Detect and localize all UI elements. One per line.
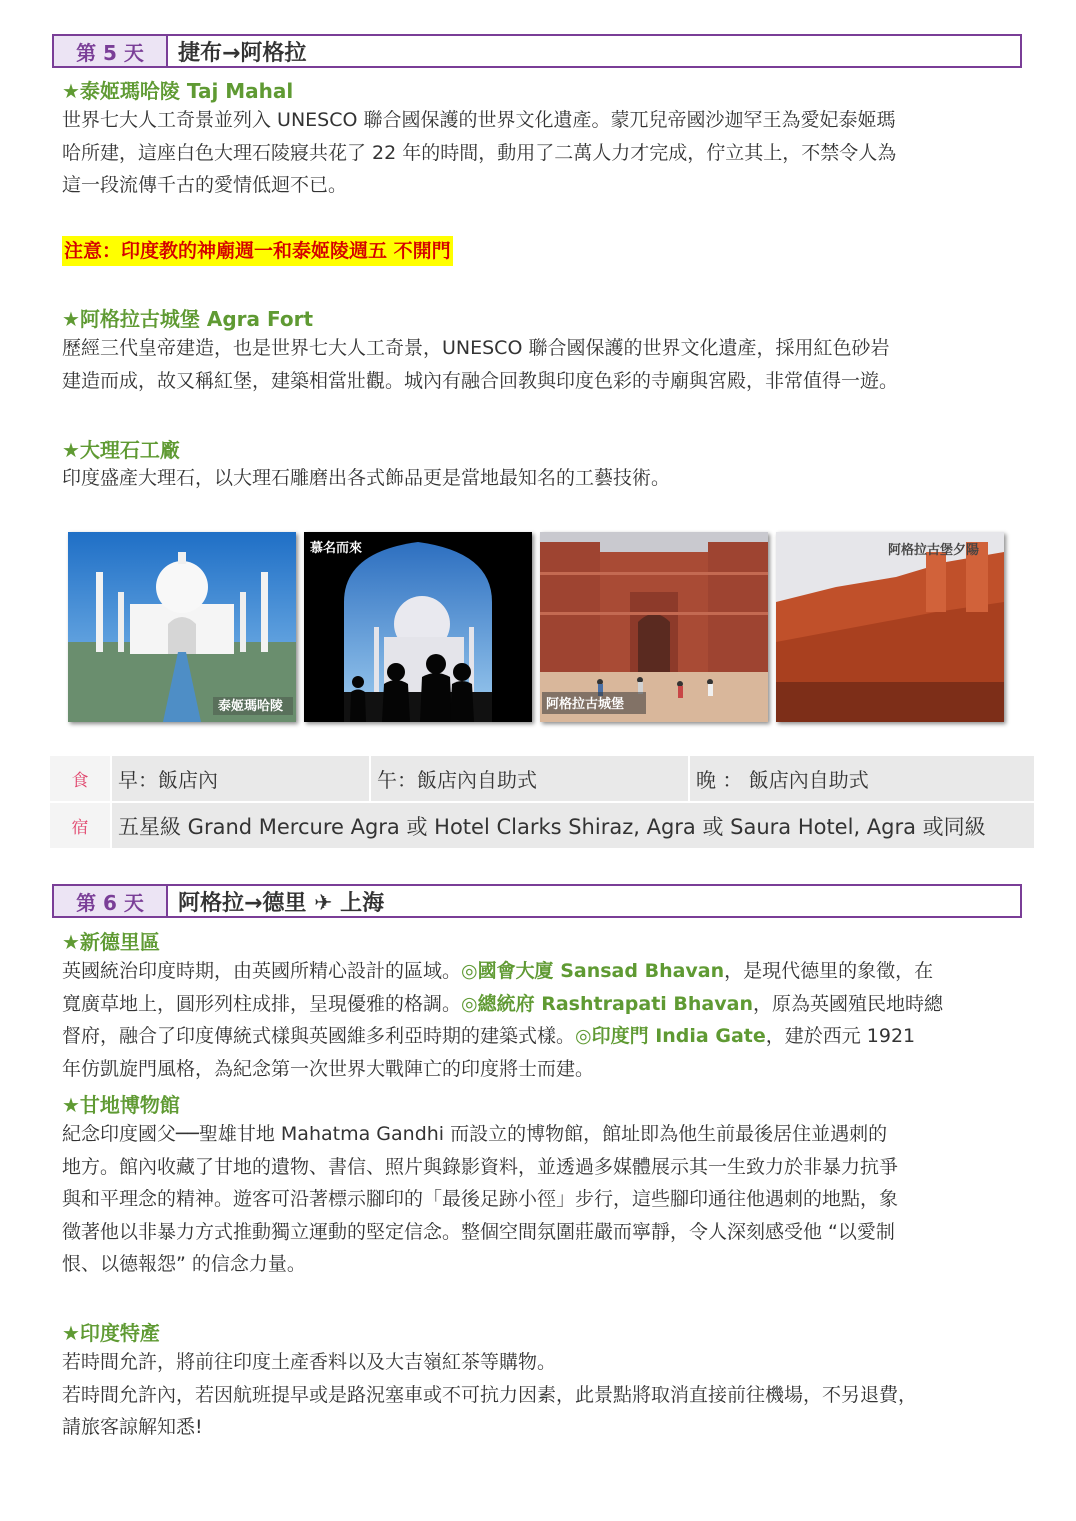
agra-fort-title: ★阿格拉古城堡 Agra Fort	[62, 307, 314, 331]
text-span: ，是現代德里的象徵，在	[724, 960, 934, 982]
text-line	[62, 988, 1012, 1021]
marble-factory-title: ★大理石工廠	[62, 438, 180, 462]
closure-notice: 注意：印度教的神廟週一和泰姬陵週五 不開門	[62, 236, 453, 266]
day5-badge: 第 5 天	[54, 36, 168, 66]
lunch-cell: 午：飯店內自助式	[370, 755, 689, 802]
gandhi-museum-desc	[62, 1118, 1012, 1281]
text-line: 歷經三代皇帝建造，也是世界七大人工奇景，UNESCO 聯合國保護的世界文化遺產，採用紅色砂岩	[62, 337, 890, 359]
text-line: 若時間允許內，若因航班提早或是路況塞車或不可抗力因素，此景點將取消直接前往機場，不另退費，	[62, 1383, 918, 1406]
text-span: ，建於西元 1921	[765, 1025, 916, 1047]
text-line: 印度盛產大理石，以大理石雕磨出各式飾品更是當地最知名的工藝技術。	[62, 467, 671, 489]
new-delhi-desc	[62, 955, 1012, 1085]
photo-caption: 慕名而來	[310, 541, 363, 556]
day5-route: 捷布→阿格拉	[178, 40, 307, 66]
new-delhi-title: ★新德里區	[62, 930, 160, 954]
taj-mahal-photo	[68, 532, 296, 722]
text-line: 恨、以德報怨” 的信念力量。	[62, 1253, 306, 1275]
text-span: ，原為英國殖民地時總	[752, 992, 943, 1015]
text-line	[62, 1020, 1012, 1053]
text-line: 這一段流傳千古的愛情低迴不已。	[62, 174, 348, 196]
text-line: 紀念印度國父──聖雄甘地 Mahatma Gandhi 而設立的博物館，館址即為他生前最後居住並遇刺的	[62, 1123, 888, 1145]
text-line: 世界七大人工奇景並列入 UNESCO 聯合國保護的世界文化遺產。蒙兀兒帝國沙迦罕王為愛妃泰姬瑪	[62, 109, 896, 131]
parliament-highlight: ◎國會大廈 Sansad Bhavan	[461, 960, 725, 982]
text-line	[62, 955, 1012, 988]
photo-strip	[68, 532, 1004, 722]
gandhi-museum-title: ★甘地博物館	[62, 1093, 180, 1117]
stay-row	[49, 802, 1035, 849]
photo-caption: 泰姬瑪哈陵	[218, 699, 284, 714]
text-span: 英國統治印度時期，由英國所精心設計的區域。	[62, 960, 462, 982]
breakfast-cell: 早：飯店內	[111, 755, 370, 802]
photo-caption: 阿格拉古城堡	[546, 697, 625, 712]
text-line: 與和平理念的精神。遊客可沿著標示腳印的「最後足跡小徑」步行，這些腳印通往他遇刺的地點，象	[62, 1188, 899, 1210]
fort-sunset-photo	[776, 532, 1004, 722]
agra-fort-photo	[540, 532, 768, 722]
local-products-title: ★印度特產	[62, 1321, 160, 1345]
photo-caption: 阿格拉古堡夕陽	[888, 543, 980, 558]
dinner-cell: 晚 ： 飯店內自助式	[689, 755, 1035, 802]
text-span: 寬廣草地上，圓形列柱成排，呈現優雅的格調。	[62, 992, 462, 1015]
day6-badge: 第 6 天	[54, 886, 168, 916]
day6-route: 阿格拉→德里 ✈ 上海	[178, 890, 385, 916]
text-line: 年仿凱旋門風格，為紀念第一次世界大戰陣亡的印度將士而建。	[62, 1057, 595, 1080]
archway-photo	[304, 532, 532, 722]
taj-mahal-title: ★泰姬瑪哈陵 Taj Mahal	[62, 79, 294, 103]
india-gate-highlight: ◎印度門 India Gate	[575, 1025, 766, 1047]
stay-label: 宿	[49, 802, 111, 849]
day5-header	[52, 34, 1022, 68]
text-line: 若時間允許，將前往印度土產香料以及大吉嶺紅茶等購物。	[62, 1351, 557, 1373]
hotel-cell: 五星級 Grand Mercure Agra 或 Hotel Clarks Shiraz, Agra 或 Saura Hotel, Agra 或同級	[111, 802, 1035, 849]
text-line: 哈所建，這座白色大理石陵寢共花了 22 年的時間，動用了二萬人力才完成，佇立其上，不禁令人為	[62, 141, 897, 164]
day6-header	[52, 884, 1022, 918]
text-line: 地方。館內收藏了甘地的遺物、書信、照片與錄影資料，並透過多媒體展示其一生致力於非暴力抗爭	[62, 1155, 899, 1178]
meal-stay-table	[48, 754, 1036, 850]
agra-fort-desc	[62, 332, 1012, 397]
text-line: 請旅客諒解知悉!	[62, 1416, 203, 1438]
text-span: 督府，融合了印度傳統式樣與英國維多利亞時期的建築式樣。	[62, 1025, 576, 1047]
meal-row	[49, 755, 1035, 802]
meal-label: 食	[49, 755, 111, 802]
president-house-highlight: ◎總統府 Rashtrapati Bhavan	[461, 992, 753, 1015]
text-line: 徵著他以非暴力方式推動獨立運動的堅定信念。整個空間氛圍莊嚴而寧靜，令人深刻感受他 “以愛制	[62, 1220, 895, 1243]
taj-mahal-desc	[62, 104, 1012, 202]
text-line: 建造而成，故又稱紅堡，建築相當壯觀。城內有融合回教與印度色彩的寺廟與宮殿，非常值得一遊。	[62, 369, 899, 392]
marble-factory-desc	[62, 462, 1012, 495]
local-products-desc	[62, 1346, 1012, 1444]
